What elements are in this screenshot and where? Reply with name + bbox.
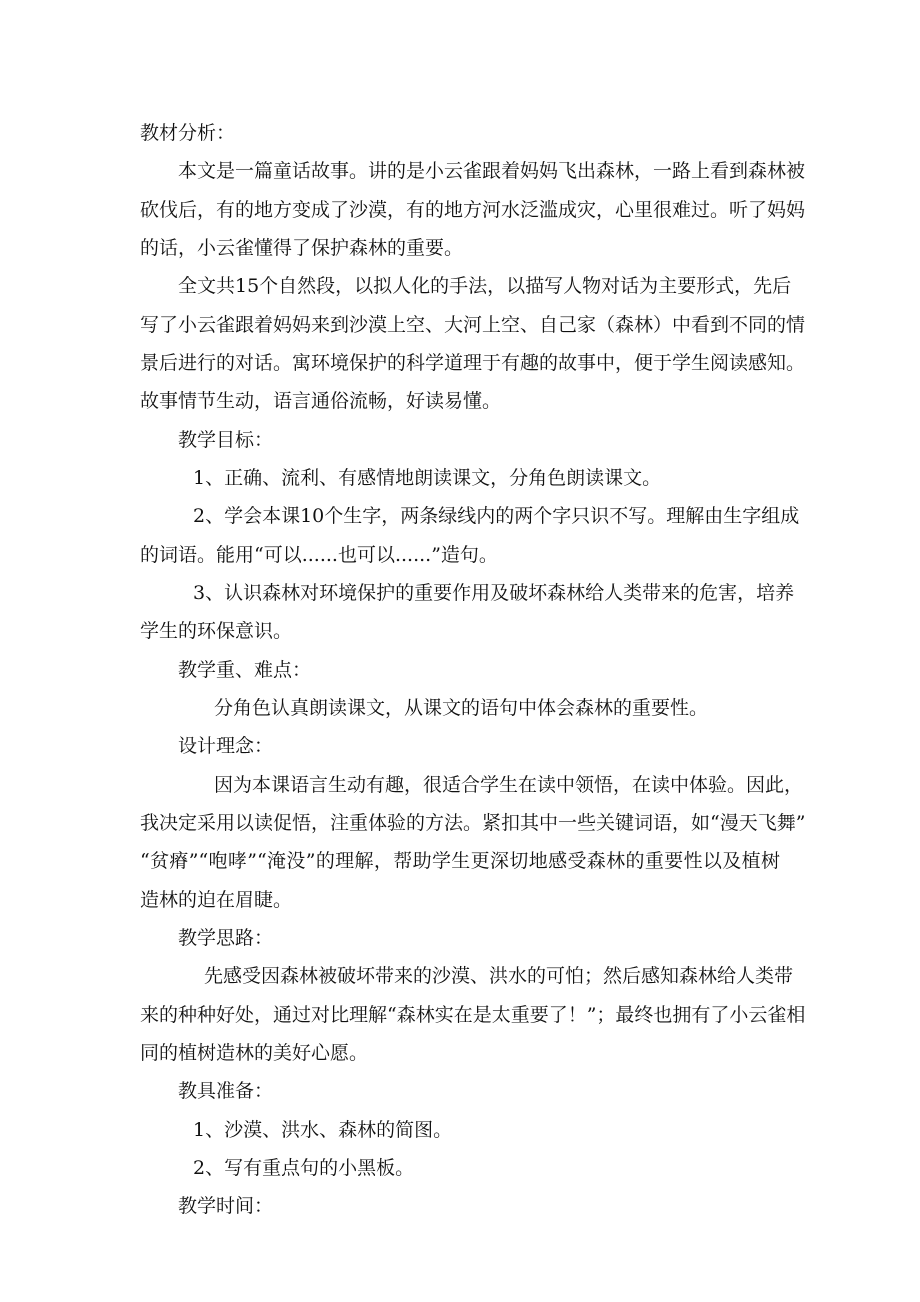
heading-key-points: 教学重、难点： [178,659,312,681]
approach-line3: 同的植树造林的美好心愿。 [140,1042,369,1064]
goal-item-2-line1: 2、学会本课10个生字，两条绿线内的两个字只识不写。理解由生字组成 [193,505,800,527]
analysis-p2-line3: 景后进行的对话。寓环境保护的科学道理于有趣的故事中，便于学生阅读感知。 [140,352,806,374]
analysis-p1-line2: 砍伐后，有的地方变成了沙漠，有的地方河水泛滥成灾，心里很难过。听了妈妈 [140,199,806,221]
design-line4: 造林的迫在眉睫。 [140,889,293,911]
approach-line2: 来的种种好处，通过对比理解“森林实在是太重要了！”；最终也拥有了小云雀相 [140,1004,806,1026]
approach-line1: 先感受因森林被破坏带来的沙漠、洪水的可怕；然后感知森林给人类带 [204,965,794,987]
analysis-p1-line3: 的话，小云雀懂得了保护森林的重要。 [140,237,464,259]
heading-time: 教学时间： [178,1195,274,1217]
analysis-p2-line1: 全文共15个自然段，以拟人化的手法，以描写人物对话为主要形式，先后 [178,275,792,297]
design-line3: “贫瘠”“咆哮”“淹没”的理解，帮助学生更深切地感受森林的重要性以及植树 [140,850,780,872]
design-line1: 因为本课语言生动有趣，很适合学生在读中领悟，在读中体验。因此， [214,774,804,796]
design-line2: 我决定采用以读促悟，注重体验的方法。紧扣其中一些关键词语，如“漫天飞舞” [140,812,806,834]
materials-item-2: 2、写有重点句的小黑板。 [193,1157,415,1179]
goal-item-3-line1: 3、认识森林对环境保护的重要作用及破坏森林给人类带来的危害，培养 [193,582,795,604]
goal-item-1: 1、正确、流利、有感情地朗读课文，分角色朗读课文。 [193,467,662,489]
heading-design: 设计理念： [178,735,274,757]
heading-approach: 教学思路： [178,927,274,949]
analysis-p2-line2: 写了小云雀跟着妈妈来到沙漠上空、大河上空、自己家（森林）中看到不同的情 [140,314,806,336]
heading-goals: 教学目标： [178,429,274,451]
heading-materials: 教具准备： [178,1080,274,1102]
goal-item-2-line2: 的词语。能用“可以......也可以......”造句。 [140,544,498,566]
key-points-text: 分角色认真朗读课文，从课文的语句中体会森林的重要性。 [214,697,709,719]
analysis-p2-line4: 故事情节生动，语言通俗流畅，好读易懂。 [140,390,502,412]
goal-item-3-line2: 学生的环保意识。 [140,620,293,642]
heading-analysis: 教材分析： [140,122,236,144]
materials-item-1: 1、沙漠、洪水、森林的简图。 [193,1119,453,1141]
analysis-p1-line1: 本文是一篇童话故事。讲的是小云雀跟着妈妈飞出森林，一路上看到森林被 [178,160,806,182]
